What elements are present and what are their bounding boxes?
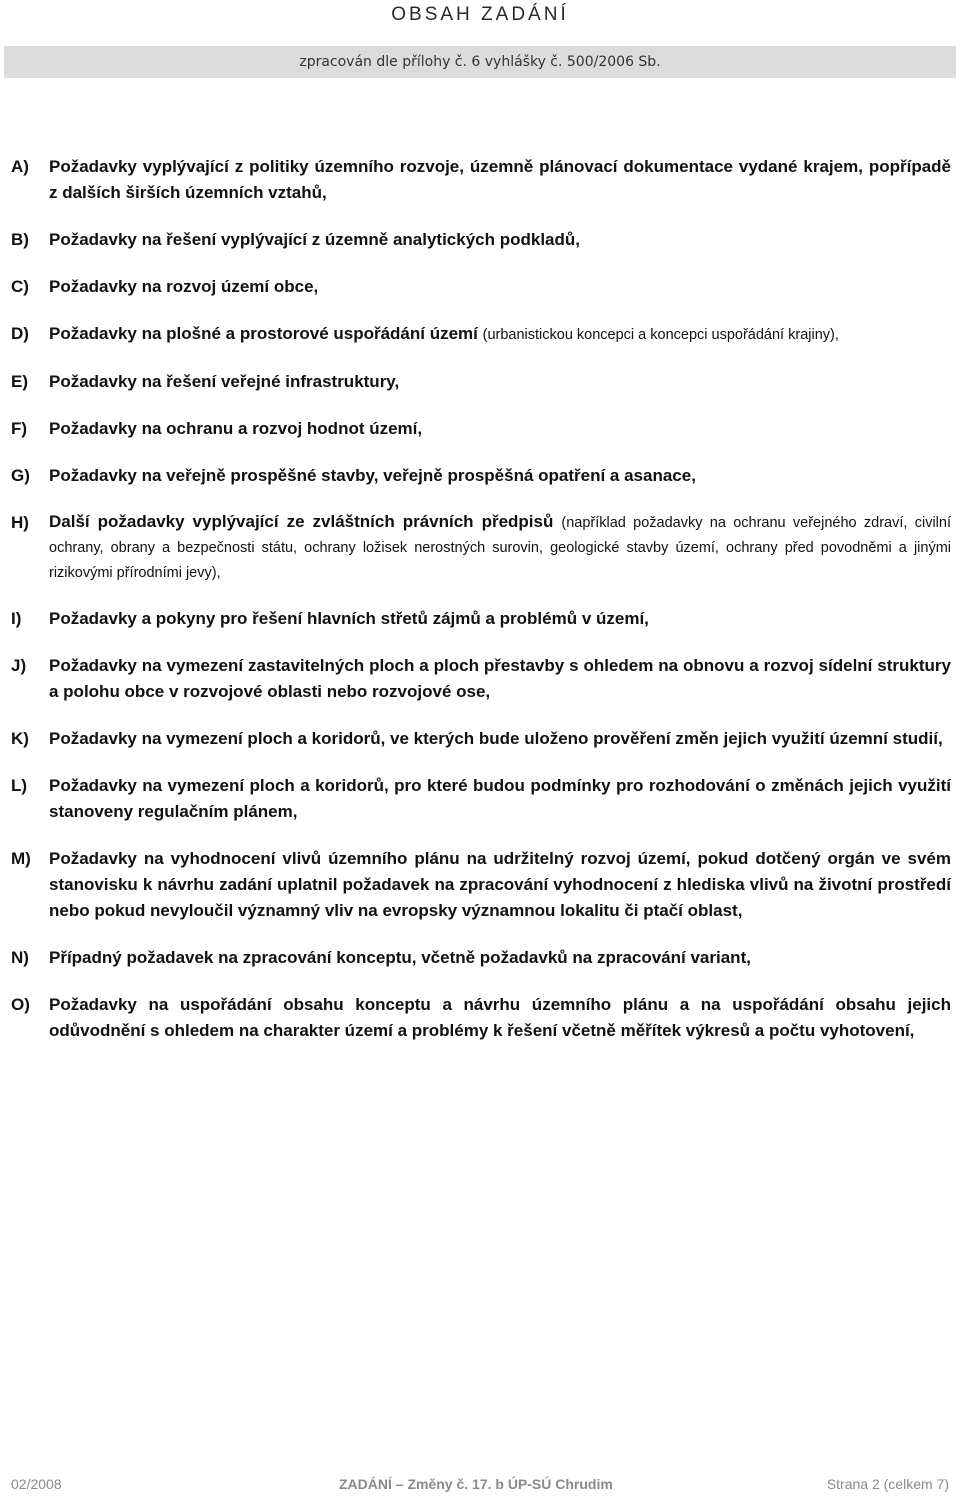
item-letter: H) — [11, 513, 29, 532]
list-item — [11, 773, 951, 825]
item-text: Požadavky na ochranu a rozvoj hodnot území, — [49, 419, 423, 438]
item-note: (například požadavky na ochranu veřejného zdraví, civilní ochrany, obrany a bezpečnosti státu, ochrany ložisek nerostných surovin, geologické stavby území, ochrany před povodněmi a jinými rizikovými přírodními jevy), — [49, 515, 951, 581]
item-text: Požadavky na uspořádání obsahu konceptu a návrhu územního plánu a na uspořádání obsahu jejich odůvodnění s ohledem na charakter území a problémy k řešení včetně měřítek výkresů a počtu vyhotovení, — [49, 995, 951, 1040]
document-title: OBSAH ZADÁNÍ — [391, 4, 569, 25]
requirements-list — [11, 154, 951, 1065]
footer-page-number: Strana 2 (celkem 7) — [826, 1476, 949, 1492]
list-item — [11, 992, 951, 1044]
page-footer — [11, 1476, 949, 1496]
item-letter: D) — [11, 324, 29, 343]
item-letter: K) — [11, 729, 29, 748]
list-item — [11, 369, 951, 395]
item-letter: M) — [11, 849, 31, 868]
list-item — [11, 945, 951, 971]
list-item — [11, 321, 951, 348]
item-letter: N) — [11, 948, 29, 967]
item-letter: F) — [11, 419, 28, 438]
item-letter: G) — [11, 466, 30, 485]
item-text: Požadavky vyplývající z politiky územního rozvoje, územně plánovací dokumentace vydané krajem, popřípadě z dalších širších územních vztahů, — [49, 157, 951, 202]
item-text: Požadavky na vymezení ploch a koridorů, pro které budou podmínky pro rozhodování o změnách jejich využití stanoveny regulačním plánem, — [49, 776, 951, 821]
item-letter: J) — [11, 656, 27, 675]
list-item — [11, 227, 951, 253]
item-text: Požadavky na vymezení zastavitelných ploch a ploch přestavby s ohledem na obnovu a rozvoj sídelní struktury a polohu obce v rozvojové oblasti nebo rozvojové ose, — [49, 656, 951, 701]
list-item — [11, 606, 951, 632]
item-text: Požadavky na vyhodnocení vlivů územního plánu na udržitelný rozvoj území, pokud dotčený orgán ve svém stanovisku k návrhu zadání uplatnil požadavek na zpracování vyhodnocení z hlediska vlivů na životní prostředí nebo pokud nevyloučil významný vliv na evropsky významnou lokalitu či ptačí oblast, — [49, 849, 951, 920]
item-text: Požadavky na řešení veřejné infrastruktury, — [49, 372, 400, 391]
item-text: Požadavky na řešení vyplývající z územně analytických podkladů, — [49, 230, 581, 249]
list-item — [11, 846, 951, 924]
item-note: (urbanistickou koncepci a koncepci uspořádání krajiny), — [482, 327, 839, 343]
item-text: Případný požadavek na zpracování konceptu, včetně požadavků na zpracování variant, — [49, 948, 751, 967]
item-letter: B) — [11, 230, 29, 249]
footer-document-name: ZADÁNÍ – Změny č. 17. b ÚP-SÚ Chrudim — [339, 1476, 613, 1492]
list-item — [11, 274, 951, 300]
item-text: Další požadavky vyplývající ze zvláštních právních předpisů (například požadavky na ochranu veřejného zdraví, civilní ochrany, obrany a bezpečnosti státu, ochrany ložisek nerostných surovin, geologické stavby území, ochrany před povodněmi a jinými rizikovými přírodními jevy), — [49, 512, 951, 581]
footer-date: 02/2008 — [11, 1476, 62, 1492]
list-item — [11, 463, 951, 489]
list-item — [11, 416, 951, 442]
list-item — [11, 154, 951, 206]
item-letter: O) — [11, 995, 30, 1014]
item-text: Požadavky a pokyny pro řešení hlavních střetů zájmů a problémů v území, — [49, 609, 649, 628]
item-letter: I) — [11, 609, 22, 628]
document-subtitle: zpracován dle přílohy č. 6 vyhlášky č. 500/2006 Sb. — [4, 46, 956, 78]
item-letter: L) — [11, 776, 28, 795]
item-letter: A) — [11, 157, 29, 176]
item-letter: C) — [11, 277, 29, 296]
list-item — [11, 510, 951, 585]
item-text: Požadavky na plošné a prostorové uspořádání území (urbanistickou koncepci a koncepci uspořádání krajiny), — [49, 324, 839, 343]
list-item — [11, 653, 951, 705]
item-text: Požadavky na veřejně prospěšné stavby, veřejně prospěšná opatření a asanace, — [49, 466, 696, 485]
item-text: Požadavky na vymezení ploch a koridorů, ve kterých bude uloženo prověření změn jejich využití územní studií, — [49, 729, 943, 748]
item-text: Požadavky na rozvoj území obce, — [49, 277, 319, 296]
list-item — [11, 726, 951, 752]
item-letter: E) — [11, 372, 28, 391]
